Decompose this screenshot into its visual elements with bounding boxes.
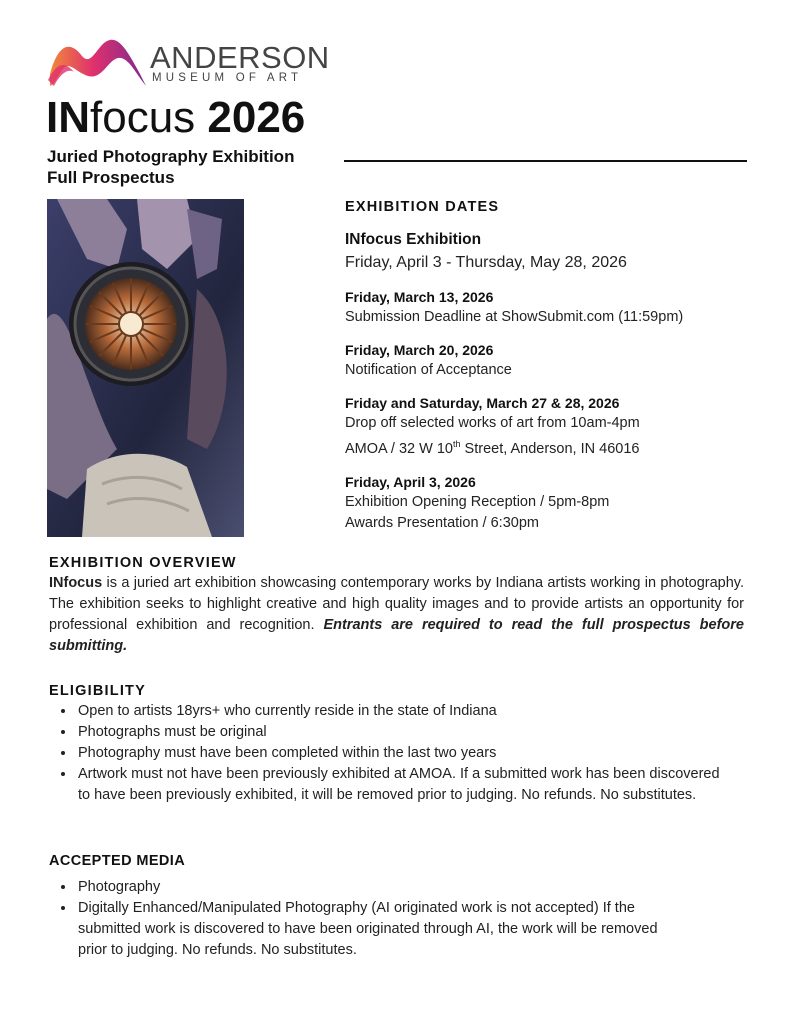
title-year: 2026 [207,93,306,142]
subtitle-line-2: Full Prospectus [47,168,175,187]
list-item: • Digitally Enhanced/Manipulated Photography (AI originated work is not accepted) If the submitted work is discovered to have been originated through AI, the work will be removed prior to judging. No refunds. No substitutes. [76,898,744,961]
date-item-desc: Notification of Acceptance [345,362,512,378]
title-rule [344,160,747,162]
main-exhibition-block [345,229,765,274]
subtitle [47,146,294,188]
date-item [345,393,765,460]
date-item-date: Friday, March 13, 2026 [345,289,494,305]
date-item-desc: Drop off selected works of art from 10am-4pm [345,415,640,431]
page-title [46,92,305,144]
title-focus: focus [90,93,208,142]
list-item: • Photography must have been completed within the last two years [76,743,744,764]
eligibility-section [49,683,744,806]
date-item-desc-2: Awards Presentation / 6:30pm [345,514,539,531]
date-item-date: Friday, March 20, 2026 [345,342,494,358]
list-item: • Photographs must be original [76,722,744,743]
date-item-date: Friday and Saturday, March 27 & 28, 2026 [345,395,620,411]
list-item: • Open to artists 18yrs+ who currently reside in the state of Indiana [76,701,744,722]
media-section [49,853,744,961]
date-item-date: Friday, April 3, 2026 [345,473,476,490]
main-exhibition-range: Friday, April 3 - Thursday, May 28, 2026 [345,254,627,271]
logo-tagline: MUSEUM OF ART [152,72,303,84]
subtitle-line-1: Juried Photography Exhibition [47,147,295,166]
date-item-address: AMOA / 32 W 10th Street, Anderson, IN 46016 [345,439,640,457]
camera-photo-illustration [47,199,244,537]
list-item: • Artwork must not have been previously exhibited at AMOA. If a submitted work has been discovered to have been previously exhibited, it will be removed prior to judging. No refunds. No substitutes. [76,764,744,806]
exhibition-dates [345,199,765,534]
list-item: • Photography [76,877,744,898]
overview-section [49,555,744,657]
logo-wave-icon [48,34,158,94]
hero-photo [47,199,244,537]
eligibility-list [49,701,744,806]
dates-heading: EXHIBITION DATES [345,199,500,215]
overview-paragraph: INfocus is a juried art exhibition showcasing contemporary works by Indiana artists working in photography. The exhibition seeks to highlight creative and high quality images and to provide artists an opportunity for professional exhibition and recognition. Entrants are required to read the full prospectus before submitting. [49,575,744,654]
overview-heading: EXHIBITION OVERVIEW [49,555,237,571]
media-list [49,877,744,961]
date-item-desc: Submission Deadline at ShowSubmit.com (11:59pm) [345,309,684,325]
main-exhibition-title: INfocus Exhibition [345,231,482,248]
logo-wordmark: ANDERSON [150,40,330,75]
eligibility-heading: ELIGIBILITY [49,683,146,699]
date-item-desc: Exhibition Opening Reception / 5pm-8pm [345,493,610,510]
media-heading: ACCEPTED MEDIA [49,853,186,869]
date-item [345,287,765,328]
date-item [345,472,765,534]
date-item [345,340,765,381]
title-in: IN [46,93,90,142]
